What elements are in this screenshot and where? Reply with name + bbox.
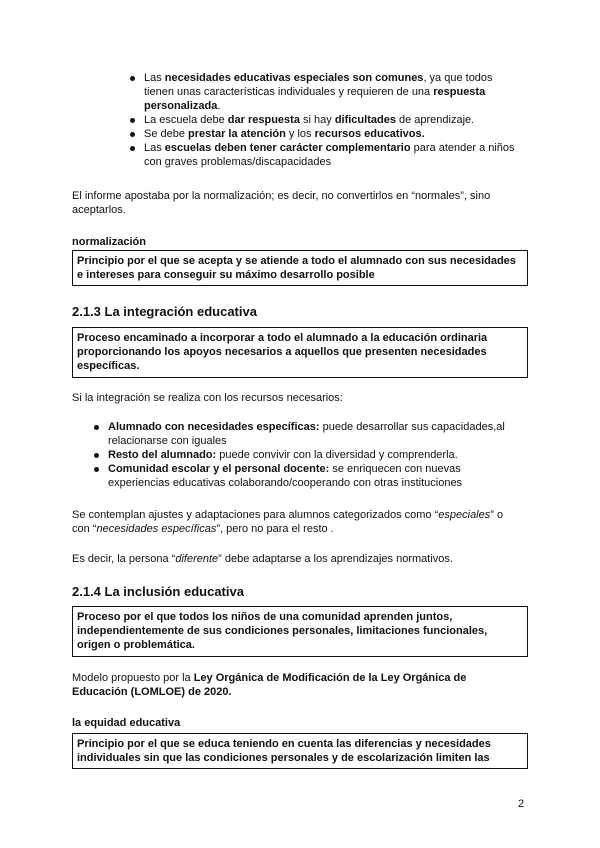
text-italic: especiales (438, 509, 491, 521)
text: La escuela debe (144, 114, 228, 126)
list-item (130, 127, 520, 141)
paragraph-ajustes (72, 508, 520, 536)
bullet-icon (94, 453, 99, 458)
text: , ya que todos tienen unas características individuales y requieren de una (144, 72, 493, 98)
bullet-icon (130, 146, 135, 151)
text-bold: respuesta personalizada (144, 86, 486, 112)
definition-box-inclusion: Proceso por el que todos los niños de una comunidad aprenden juntos, independientemente de sus condiciones personales, limitaciones funcionales, origen o problemática. (72, 606, 528, 657)
text-bold: dificultades (334, 114, 396, 126)
text-bold: necesidades educativas especiales son comunes (164, 72, 424, 84)
text: si hay (299, 114, 335, 126)
text: puede desarrollar sus capacidades,al relacionarse con iguales (108, 421, 505, 447)
text-bold: Ley Orgánica de Modificación de la Ley Orgánica de Educación (LOMLOE) de 2020. (72, 672, 467, 698)
text: se enriquecen con nuevas experiencias educativas colaborando/cooperando con otras instituciones (108, 463, 463, 489)
paragraph-normalizacion: El informe apostaba por la normalización; es decir, no convertirlos en “normales”, sino aceptarlos. (72, 190, 491, 216)
text: para atender a niños con graves problemas/discapacidades (144, 142, 515, 168)
definition-box-integracion: Proceso encaminado a incorporar a todo el alumnado a la educación ordinaria proporcionando los apoyos necesarios a aquellos que presenten necesidades específicas. (72, 327, 528, 378)
text-bold: escuelas deben tener carácter complementario (164, 142, 411, 154)
term-normalizacion: normalización (72, 236, 146, 248)
bullet-icon (130, 118, 135, 123)
text: ”, pero no para el resto . (216, 523, 334, 535)
bullet-icon (94, 467, 99, 472)
bullet-list-principles (130, 71, 520, 169)
list-item (130, 141, 520, 169)
text: ” o con “ (72, 509, 504, 535)
bullet-icon (130, 132, 135, 137)
section-heading-inclusion: 2.1.4 La inclusión educativa (72, 584, 244, 599)
list-item (94, 420, 514, 448)
term-equidad: la equidad educativa (72, 717, 181, 729)
list-item (130, 113, 520, 127)
text-bold: dar respuesta (227, 114, 300, 126)
text-bold: Alumnado con necesidades específicas: (108, 421, 320, 433)
definition-box-equidad: Principio por el que se educa teniendo en cuenta las diferencias y necesidades individuales sin que las condiciones personales y de escolarización limiten las (72, 733, 528, 769)
list-item (130, 71, 520, 113)
list-item (94, 462, 514, 490)
text-bold: Comunidad escolar y el personal docente: (108, 463, 330, 475)
text: Es decir, la persona “ (72, 553, 176, 565)
text: y los (285, 128, 315, 140)
page-number: 2 (518, 798, 525, 810)
text-bold: prestar la atención (188, 128, 286, 140)
text: de aprendizaje. (395, 114, 475, 126)
text-bold: Resto del alumnado: (108, 449, 217, 461)
bullet-icon (94, 425, 99, 430)
text: Las (144, 72, 165, 84)
paragraph-diferente (72, 552, 520, 566)
section-heading-integracion: 2.1.3 La integración educativa (72, 304, 257, 319)
bullet-icon (130, 76, 135, 81)
text: Las (144, 142, 165, 154)
text: ” debe adaptarse a los aprendizajes normativos. (218, 553, 453, 565)
definition-box-normalizacion: Principio por el que se acepta y se atiende a todo el alumnado con sus necesidades e intereses para conseguir su máximo desarrollo posible (72, 250, 528, 286)
text: . (217, 100, 221, 112)
text: Se debe (144, 128, 189, 140)
paragraph-integracion: Si la integración se realiza con los recursos necesarios: (72, 392, 343, 404)
list-item (94, 448, 514, 462)
text: Se contemplan ajustes y adaptaciones para alumnos categorizados como “ (72, 509, 439, 521)
text: Modelo propuesto por la (72, 672, 194, 684)
paragraph-modelo (72, 671, 502, 699)
text: puede convivir con la diversidad y comprenderla. (216, 449, 458, 461)
text-italic: necesidades específicas (96, 523, 217, 535)
text-bold: recursos educativos. (314, 128, 425, 140)
bullet-list-integracion (94, 420, 514, 490)
text-italic: diferente (175, 553, 219, 565)
